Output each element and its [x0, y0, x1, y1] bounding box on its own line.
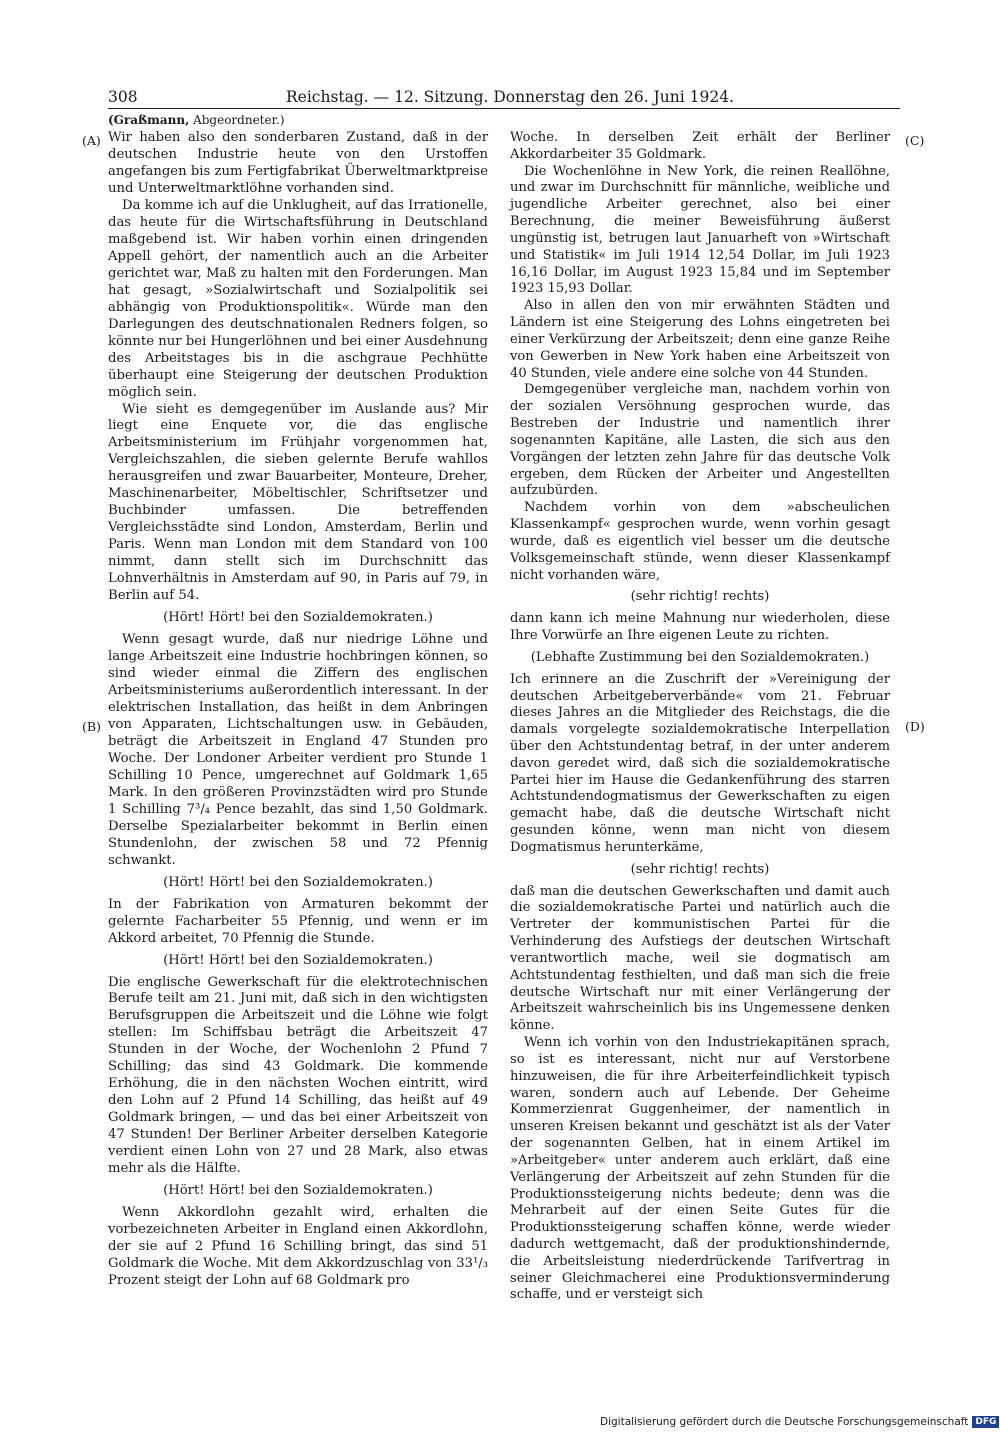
- paragraph: Wir haben also den sonderbaren Zustand, daß in der deutschen Industrie heute von den Urstoffen angefangen bis zum Fertigfabrikat Überweltmarktpreise und Unterweltmarktlöhne vorhanden sind.: [108, 130, 488, 196]
- paragraph: Da komme ich auf die Unklugheit, auf das Irrationelle, das heute für die Wirtschaftsführung in Deutschland maßgebend ist. Wir haben vorhin einen dringenden Appell gehört, der namentlich auch an die Arbeiter gerichtet war, Maß zu halten mit den Forderungen. Man hat gesagt, »Sozialwirtschaft und Sozialpolitik sei abhängig von Produktionspolitik«. Würde man den Darlegungen des deutschnationalen Redners folgen, so könnte nur bei Hungerlöhnen und bei einer Ausdehnung des Arbeitstages bis in die aschgraue Pechhütte überhaupt eine Steigerung der deutschen Produktion möglich sein.: [108, 197, 488, 400]
- paragraph: Woche. In derselben Zeit erhält der Berliner Akkordarbeiter 35 Goldmark.: [510, 130, 890, 162]
- footer-credit: [600, 1414, 997, 1430]
- speaker-line: [108, 112, 285, 128]
- interjection: (sehr richtig! rechts): [630, 589, 770, 605]
- margin-marker-a: (A): [82, 133, 101, 148]
- margin-marker-b: (B): [82, 719, 101, 734]
- paragraph: Demgegenüber vergleiche man, nachdem vorhin von der sozialen Versöhnung gesprochen wurde, das Bestreben der Industrie und namentlich ihrer sogenannten Kapitäne, alle Lasten, die sich aus den Vorgängen der letzten zehn Jahre für das deutsche Volk ergeben, dem Rücken der Arbeiter und Angestellten aufzubürden.: [510, 382, 890, 499]
- interjection: (Hört! Hört! bei den Sozialdemokraten.): [163, 952, 433, 968]
- paragraph: Wenn gesagt wurde, daß nur niedrige Löhne und lange Arbeitszeit eine Industrie hochbringen können, so sind wieder einmal die Ziffern des englischen Arbeitsministeriums außerordentlich interessant. In der elektrischen Installation, das heißt in dem Anbringen von Apparaten, Lichtschaltungen usw. in Gebäuden, beträgt die Arbeitszeit in England 47 Stunden pro Woche. Der Londoner Arbeiter verdient pro Stunde 1 Schilling 10 Pence, umgerechnet auf Goldmark 1,65 Mark. In den größeren Provinzstädten wird pro Stunde 1 Schilling 7³/₄ Pence bezahlt, das sind 1,50 Goldmark. Derselbe Spezialarbeiter bekommt in Berlin einen Stundenlohn, der zwischen 58 und 72 Pfennig schwankt.: [108, 632, 488, 868]
- page-header: [108, 86, 908, 108]
- dfg-logo: DFG: [972, 1416, 999, 1428]
- speaker-name: (Graßmann,: [108, 113, 190, 127]
- paragraph: Wenn Akkordlohn gezahlt wird, erhalten die vorbezeichneten Arbeiter in England einen Akkordlohn, der sie auf 2 Pfund 16 Schilling bringt, das sind 51 Goldmark die Woche. Mit dem Akkordzuschlag von 33¹/₃ Prozent steigt der Lohn auf 68 Goldmark pro: [108, 1205, 488, 1288]
- paragraph: Die englische Gewerkschaft für die elektrotechnischen Berufe teilt am 21. Juni mit, daß sich in den wichtigsten Berufsgruppen die Arbeitszeit und die Löhne wie folgt stellen: Im Schiffsbau beträgt die Arbeitszeit 47 Stunden in der Woche, der Wochenlohn 2 Pfund 7 Schilling; das sind 43 Goldmark. Die kommende Erhöhung, die in den nächsten Wochen eintritt, wird den Lohn auf 2 Pfund 14 Schilling, das heißt auf 49 Goldmark bringen, — und das bei einer Arbeitszeit von 47 Stunden! Der Berliner Arbeiter derselben Kategorie verdient einen Lohn von 27 und 28 Mark, also etwas mehr als die Hälfte.: [108, 974, 488, 1177]
- paragraph: Also in allen den von mir erwähnten Städten und Ländern ist eine Steigerung des Lohns eingetreten bei einer Verkürzung der Arbeitszeit; denn eine ganze Reihe von Gewerben in New York haben eine Arbeitszeit von 40 Stunden, viele andere eine solche von 44 Stunden.: [510, 298, 890, 381]
- left-column: [108, 130, 488, 1290]
- interjection: (Lebhafte Zustimmung bei den Sozialdemokraten.): [530, 649, 870, 665]
- paragraph: In der Fabrikation von Armaturen bekommt der gelernte Facharbeiter 55 Pfennig, und wenn er im Akkord arbeitet, 70 Pfennig die Stunde.: [108, 896, 488, 946]
- interjection: (Hört! Hört! bei den Sozialdemokraten.): [163, 1183, 433, 1199]
- paragraph: Wenn ich vorhin von den Industriekapitänen sprach, so ist es interessant, nicht nur auf Verstorbene hinzuweisen, die für ihre Arbeiterfeindlichkeit typisch waren, sondern auch auf Lebende. Der Geheime Kommerzienrat Guggenheimer, der namentlich in unseren Kreisen bekannt und geschätzt ist als der Vater der sogenannten Gelben, hat in einem Artikel im »Arbeitgeber« unter anderem auch erklärt, daß eine Verlängerung der Arbeitszeit auf zehn Stunden für die Produktionssteigerung nichts bedeute; denn was die Mehrarbeit auf der einen Seite Gutes für die Produktionssteigerung schaffen könne, werde wieder dadurch wettgemacht, daß der produktionshindernde, die Arbeitsleistung niederdrückende Tarifvertrag in seiner Gleichmacherei eine Produktionsverminderung schaffe, und er versteigt sich: [510, 1035, 890, 1303]
- margin-marker-c: (C): [905, 133, 925, 148]
- paragraph: Ich erinnere an die Zuschrift der »Vereinigung der deutschen Arbeitgeberverbände« vom 21. Februar dieses Jahres an die Mitglieder des Reichstags, die die damals vorgelegte sozialdemokratische Interpellation über den Achtstundentag betraf, in der unter anderem davon geredet wird, daß sich die sozialdemokratische Partei hier im Hause die Gedankenführung des starren Achtstundendogmatismus der Gewerkschaften zu eigen gemacht habe, daß die deutsche Wirtschaft nicht gesunden könne, wenn man nicht von diesem Dogmatismus herunterkäme,: [510, 671, 890, 855]
- speaker-role: Abgeordneter.): [193, 113, 285, 127]
- paragraph: Die Wochenlöhne in New York, die reinen Reallöhne, und zwar im Durchschnitt für männliche, weibliche und jugendliche Arbeiter gerechnet, also bei einer Berechnung, die meiner Beweisführung äußerst ungünstig ist, betrugen laut Januarheft von »Wirtschaft und Statistik« im Juli 1914 12,54 Dollar, im Juli 1923 16,16 Dollar, im August 1923 15,84 und im September 1923 15,93 Dollar.: [510, 163, 890, 297]
- paragraph: daß man die deutschen Gewerkschaften und damit auch die sozialdemokratische Partei und natürlich auch die Vertreter der kommunistischen Partei für die Verhinderung des Aufstiegs der deutschen Wirtschaft verantwortlich mache, weil sie dogmatisch am Achtstundentag festhielten, und daß man sich die freie deutsche Wirtschaft nur mit einer Verlängerung der Arbeitszeit wahrscheinlich bis ins Ungemessene denken könne.: [510, 883, 890, 1034]
- margin-marker-d: (D): [905, 719, 925, 734]
- paragraph: dann kann ich meine Mahnung nur wiederholen, diese Ihre Vorwürfe an Ihre eigenen Leute zu richten.: [510, 611, 890, 644]
- running-title: Reichstag. — 12. Sitzung. Donnerstag den 26. Juni 1924.: [286, 88, 734, 106]
- header-rule: [108, 108, 900, 109]
- paragraph: Wie sieht es demgegenüber im Auslande aus? Mir liegt eine Enquete vor, die das englische Arbeitsministerium im Frühjahr vorgenommen hat, Vergleichszahlen, die sieben gelernte Berufe wahllos herausgreifen und zwar Bauarbeiter, Monteure, Dreher, Maschinenarbeiter, Möbeltischler, Schriftsetzer und Buchbinder umfassen. Die betreffenden Vergleichsstädte sind London, Amsterdam, Berlin und Paris. Wenn man London mit dem Standard von 100 nimmt, dann stellt sich im Durchschnitt das Lohnverhältnis in Amsterdam auf 90, in Paris auf 79, in Berlin auf 54.: [108, 401, 488, 604]
- interjection: (Hört! Hört! bei den Sozialdemokraten.): [163, 874, 433, 890]
- footer-text: Digitalisierung gefördert durch die Deutsche Forschungsgemeinschaft: [600, 1416, 969, 1428]
- right-column: [510, 130, 890, 1304]
- interjection: (sehr richtig! rechts): [630, 861, 770, 877]
- page-number: 308: [108, 88, 138, 106]
- paragraph: Nachdem vorhin von dem »abscheulichen Klassenkampf« gesprochen wurde, wenn vorhin gesagt wurde, daß es eigentlich viel besser um die deutsche Volksgemeinschaft stünde, wenn dieser Klassenkampf nicht vorhanden wäre,: [510, 500, 890, 583]
- interjection: (Hört! Hört! bei den Sozialdemokraten.): [163, 610, 433, 626]
